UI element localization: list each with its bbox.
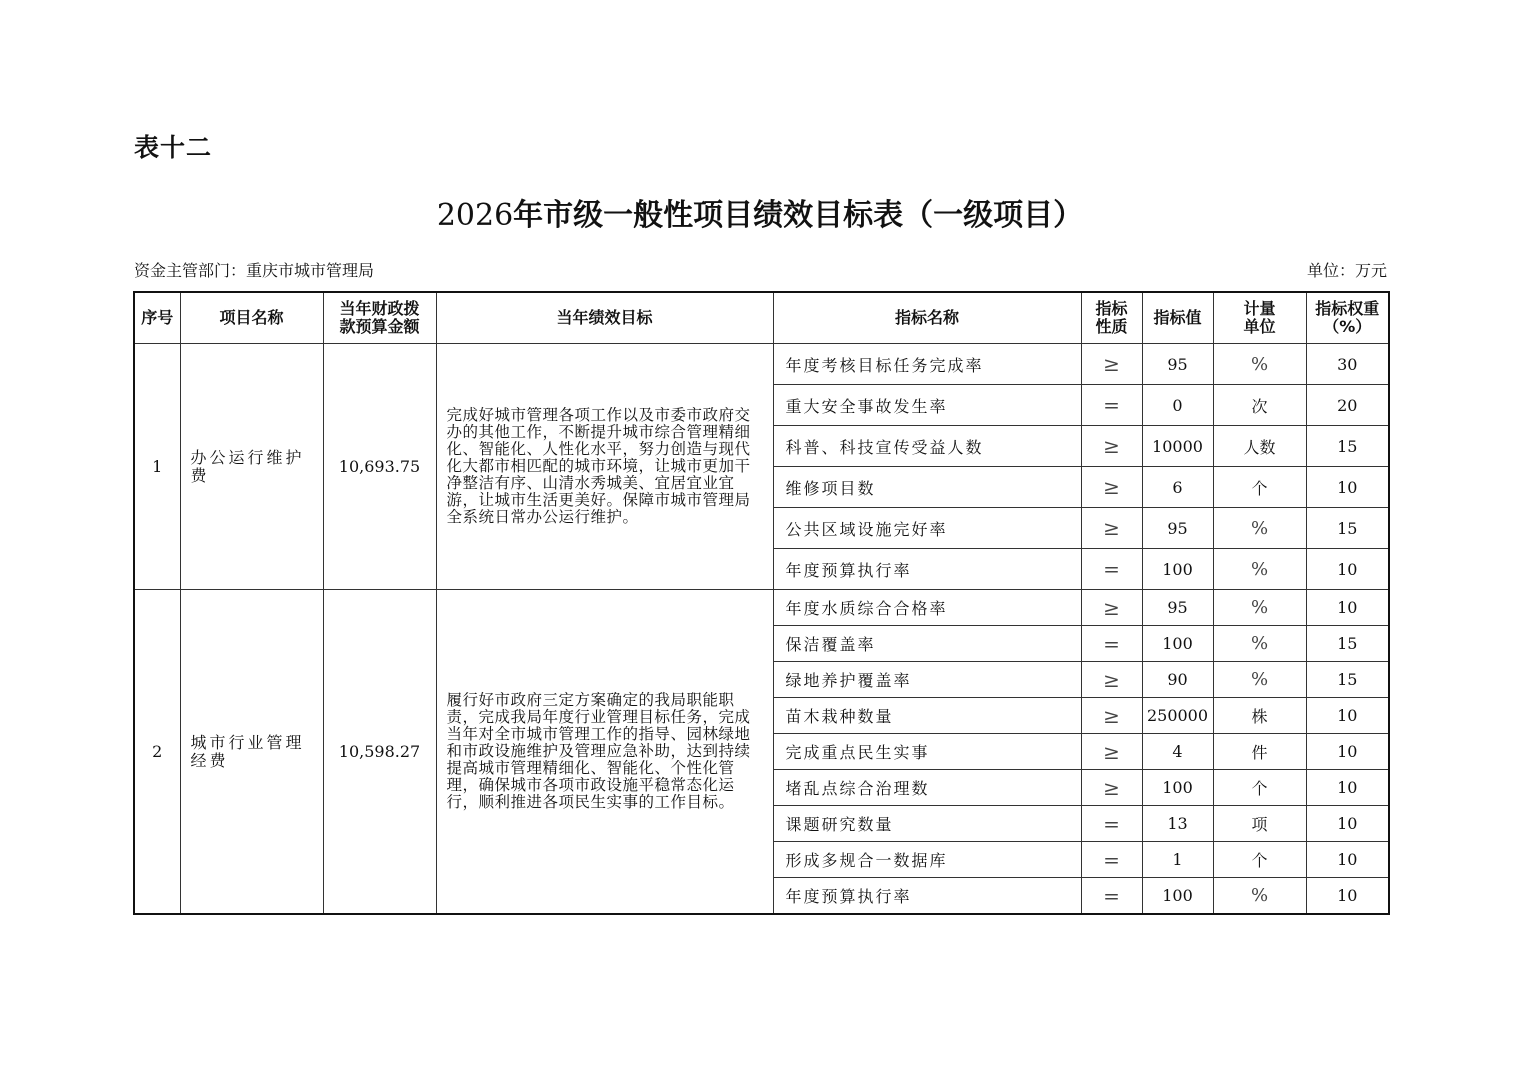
header-seq: 序号	[134, 292, 180, 344]
indicator-weight: 10	[1306, 770, 1389, 806]
indicator-value: 100	[1142, 770, 1213, 806]
indicator-name: 公共区域设施完好率	[773, 508, 1081, 549]
indicator-value: 0	[1142, 385, 1213, 426]
indicator-weight: 10	[1306, 590, 1389, 626]
indicator-nature: =	[1081, 806, 1142, 842]
unit-label: 单位：万元	[1306, 261, 1387, 280]
indicator-nature: ≥	[1081, 770, 1142, 806]
indicator-value: 95	[1142, 508, 1213, 549]
indicator-unit: 株	[1213, 698, 1306, 734]
indicator-nature: ≥	[1081, 508, 1142, 549]
indicator-value: 90	[1142, 662, 1213, 698]
indicator-name: 堵乱点综合治理数	[773, 770, 1081, 806]
indicator-name: 科普、科技宣传受益人数	[773, 426, 1081, 467]
header-weight	[1306, 292, 1389, 344]
project-name: 办公运行维护费	[180, 344, 323, 590]
indicator-unit: %	[1213, 662, 1306, 698]
header-project-name: 项目名称	[180, 292, 323, 344]
header-nature-line2: 性质	[1095, 317, 1128, 336]
indicator-unit: 件	[1213, 734, 1306, 770]
header-nature	[1081, 292, 1142, 344]
indicator-nature: ≥	[1081, 734, 1142, 770]
header-budget	[323, 292, 436, 344]
header-measure-line1: 计量	[1243, 299, 1276, 318]
title-text: 年市级一般性项目绩效目标表（一级项目）	[513, 198, 1084, 233]
indicator-nature: =	[1081, 385, 1142, 426]
indicator-weight: 10	[1306, 698, 1389, 734]
department-label: 资金主管部门：重庆市城市管理局	[134, 261, 375, 280]
indicator-nature: =	[1081, 842, 1142, 878]
table-number: 表十二	[134, 133, 213, 162]
page-title	[0, 190, 1520, 234]
indicator-unit: %	[1213, 549, 1306, 590]
header-row	[134, 292, 1389, 344]
indicator-name: 完成重点民生实事	[773, 734, 1081, 770]
indicator-value: 100	[1142, 626, 1213, 662]
header-weight-line1: 指标权重	[1315, 299, 1380, 318]
indicator-value: 100	[1142, 549, 1213, 590]
indicator-weight: 30	[1306, 344, 1389, 385]
indicator-name: 年度预算执行率	[773, 878, 1081, 915]
indicator-unit: 次	[1213, 385, 1306, 426]
table-body	[134, 344, 1389, 915]
indicator-unit: %	[1213, 626, 1306, 662]
indicator-nature: ≥	[1081, 590, 1142, 626]
indicator-weight: 15	[1306, 662, 1389, 698]
indicator-name: 年度水质综合合格率	[773, 590, 1081, 626]
indicator-unit: %	[1213, 508, 1306, 549]
indicator-unit: %	[1213, 590, 1306, 626]
indicator-name: 维修项目数	[773, 467, 1081, 508]
indicator-name: 形成多规合一数据库	[773, 842, 1081, 878]
indicator-nature: =	[1081, 878, 1142, 915]
header-nature-line1: 指标	[1095, 299, 1128, 318]
indicator-value: 10000	[1142, 426, 1213, 467]
indicator-value: 100	[1142, 878, 1213, 915]
indicator-weight: 10	[1306, 806, 1389, 842]
project-seq: 2	[134, 590, 180, 915]
header-indicator: 指标名称	[773, 292, 1081, 344]
indicator-value: 250000	[1142, 698, 1213, 734]
indicator-weight: 15	[1306, 626, 1389, 662]
title-year: 2026	[436, 198, 514, 233]
indicator-name: 绿地养护覆盖率	[773, 662, 1081, 698]
indicator-unit: %	[1213, 344, 1306, 385]
project-budget: 10,598.27	[323, 590, 436, 915]
header-goal: 当年绩效目标	[436, 292, 773, 344]
indicator-value: 6	[1142, 467, 1213, 508]
indicator-value: 13	[1142, 806, 1213, 842]
indicator-name: 苗木栽种数量	[773, 698, 1081, 734]
indicator-weight: 15	[1306, 508, 1389, 549]
indicator-weight: 10	[1306, 878, 1389, 915]
table-row	[134, 590, 1389, 626]
indicator-nature: ≥	[1081, 662, 1142, 698]
indicator-name: 年度预算执行率	[773, 549, 1081, 590]
indicator-unit: 人数	[1213, 426, 1306, 467]
indicator-nature: ≥	[1081, 698, 1142, 734]
indicator-unit: 个	[1213, 842, 1306, 878]
project-goal: 完成好城市管理各项工作以及市委市政府交办的其他工作，不断提升城市综合管理精细化、智能化、人性化水平，努力创造与现代化大都市相匹配的城市环境，让城市更加干净整洁有序、山清水秀城美、宜居宜业宜游，让城市生活更美好。保障市城市管理局全系统日常办公运行维护。	[436, 344, 773, 590]
table-row	[134, 344, 1389, 385]
indicator-name: 保洁覆盖率	[773, 626, 1081, 662]
header-measure-line2: 单位	[1243, 317, 1276, 336]
header-budget-line1: 当年财政拨	[339, 299, 420, 318]
indicator-weight: 20	[1306, 385, 1389, 426]
header-weight-line2: （%）	[1323, 317, 1372, 336]
indicator-nature: ≥	[1081, 426, 1142, 467]
indicator-name: 年度考核目标任务完成率	[773, 344, 1081, 385]
indicator-name: 课题研究数量	[773, 806, 1081, 842]
indicator-unit: 个	[1213, 770, 1306, 806]
indicator-weight: 10	[1306, 734, 1389, 770]
header-value: 指标值	[1142, 292, 1213, 344]
header-measure-unit	[1213, 292, 1306, 344]
indicator-value: 1	[1142, 842, 1213, 878]
header-budget-line2: 款预算金额	[339, 317, 420, 336]
project-name: 城市行业管理经费	[180, 590, 323, 915]
indicator-nature: =	[1081, 626, 1142, 662]
indicator-value: 4	[1142, 734, 1213, 770]
performance-table	[133, 291, 1390, 915]
project-budget: 10,693.75	[323, 344, 436, 590]
indicator-unit: 个	[1213, 467, 1306, 508]
indicator-name: 重大安全事故发生率	[773, 385, 1081, 426]
indicator-weight: 15	[1306, 426, 1389, 467]
project-seq: 1	[134, 344, 180, 590]
project-goal: 履行好市政府三定方案确定的我局职能职责，完成我局年度行业管理目标任务，完成当年对全市城市管理工作的指导、园林绿地和市政设施维护及管理应急补助，达到持续提高城市管理精细化、智能化、个性化管理，确保城市各项市政设施平稳常态化运行，顺利推进各项民生实事的工作目标。	[436, 590, 773, 915]
indicator-weight: 10	[1306, 549, 1389, 590]
indicator-unit: %	[1213, 878, 1306, 915]
indicator-unit: 项	[1213, 806, 1306, 842]
indicator-weight: 10	[1306, 842, 1389, 878]
indicator-weight: 10	[1306, 467, 1389, 508]
indicator-value: 95	[1142, 344, 1213, 385]
indicator-nature: =	[1081, 549, 1142, 590]
indicator-value: 95	[1142, 590, 1213, 626]
indicator-nature: ≥	[1081, 467, 1142, 508]
indicator-nature: ≥	[1081, 344, 1142, 385]
